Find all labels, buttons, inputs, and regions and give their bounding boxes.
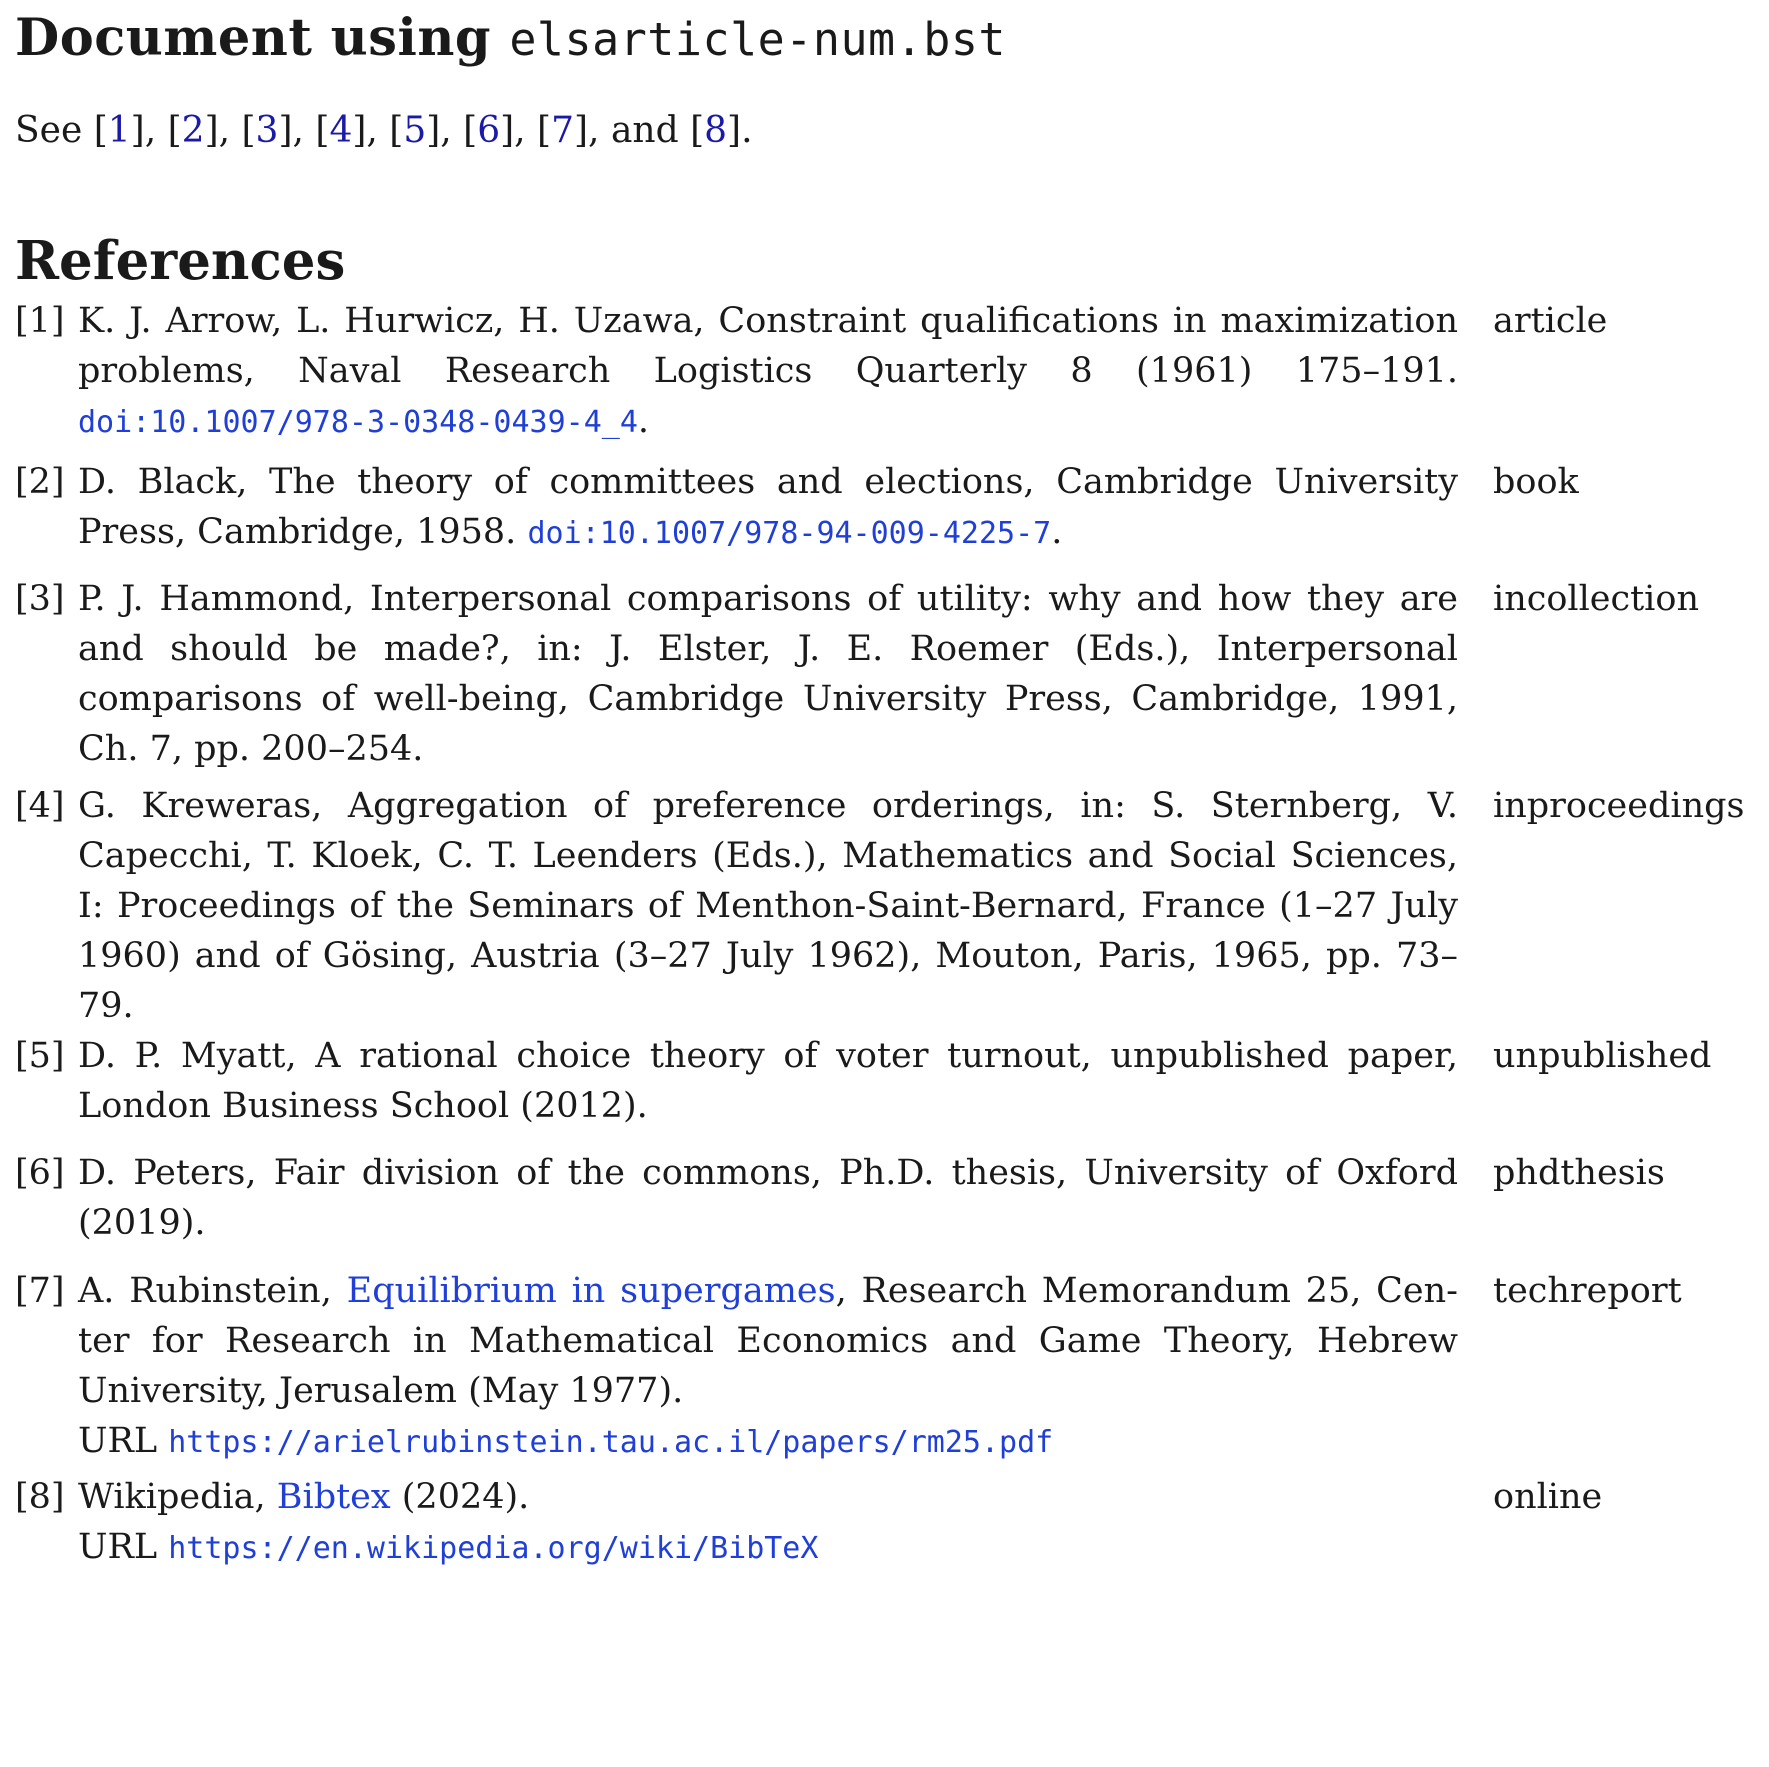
url-link[interactable]: https://en.wikipedia.org/wiki/BibTeX bbox=[168, 1531, 819, 1566]
citation-link-6[interactable]: 6 bbox=[477, 110, 501, 151]
reference-number: [4] bbox=[15, 786, 65, 826]
url-link[interactable]: https://arielrubinstein.tau.ac.il/papers/rm25.pdf bbox=[168, 1425, 1054, 1460]
doi-link[interactable]: doi:10.1007/978-94-009-4225-7 bbox=[527, 516, 1052, 551]
reference-citation-text: P. J. Hammond, Interpersonal comparisons of utility: why and how they are and should be made?, in: J. Elster, J. E. Roemer (Eds.), Interpersonal comparisons of well-being, Cambridge University Press, Cambridge, 1991, Ch. 7, pp. 200–254. bbox=[78, 579, 1458, 769]
entry-type-label: inproceedings bbox=[1493, 786, 1745, 826]
reference-text: D. Black, The theory of committees and elections, Cambridge University Press, Cambridge, 1958. doi:10.1007/978-94-009-4225-7. bbox=[78, 462, 1458, 552]
reference-citation-text: D. Black, The theory of committees and elections, Cambridge University Press, Cambridge, 1958. bbox=[78, 462, 1458, 552]
title-link[interactable]: Bibtex bbox=[276, 1477, 391, 1517]
reference-text bbox=[78, 1266, 1458, 1468]
title-bst-name: elsarticle-num.bst bbox=[509, 13, 1007, 66]
references-heading: References bbox=[15, 230, 346, 292]
entry-type-label: article bbox=[1493, 301, 1608, 341]
reference-text bbox=[78, 1472, 1458, 1574]
reference-number: [7] bbox=[15, 1271, 65, 1311]
reference-citation-text: D. P. Myatt, A rational choice theory of voter turnout, unpublished paper, London Business School (2012). bbox=[78, 1036, 1458, 1126]
reference-details: (2024). bbox=[390, 1477, 530, 1517]
reference-citation-text: G. Kreweras, Aggregation of preference orderings, in: S. Sternberg, V. Capecchi, T. Kloek, C. T. Leenders (Eds.), Mathematics and Social Sciences, I: Proceedings of the Seminars of Menthon-Saint-Bernard, France (1–27 July 1960) and of Gösing, Austria (3–27 July 1962), Mouton, Paris, 1965, pp. 73–79. bbox=[78, 786, 1458, 1026]
citation-link-1[interactable]: 1 bbox=[107, 110, 131, 151]
title-link[interactable]: Equilibrium in supergames bbox=[346, 1271, 836, 1311]
entry-type-label: phdthesis bbox=[1493, 1153, 1665, 1193]
entry-type-label: book bbox=[1493, 462, 1579, 502]
entry-type-label: incollection bbox=[1493, 579, 1699, 619]
reference-citation-text: D. Peters, Fair division of the commons, Ph.D. thesis, University of Oxford (2019). bbox=[78, 1153, 1458, 1243]
reference-author: Wikipedia, bbox=[78, 1477, 277, 1517]
reference-number: [3] bbox=[15, 579, 65, 619]
reference-text bbox=[78, 574, 1458, 774]
reference-text bbox=[78, 1031, 1458, 1131]
entry-type-label: techreport bbox=[1493, 1271, 1682, 1311]
reference-number: [1] bbox=[15, 301, 65, 341]
citation-link-4[interactable]: 4 bbox=[329, 110, 353, 151]
citation-link-2[interactable]: 2 bbox=[181, 110, 205, 151]
and-text: and bbox=[610, 110, 691, 151]
reference-details: , Research Memorandum 25, Center for Research in Mathematical Economics and Game Theory, Hebrew University, Jerusalem (May 1977). bbox=[78, 1271, 1458, 1411]
reference-number: [8] bbox=[15, 1477, 65, 1517]
citation-sentence: See [1], [2], [3], [4], [5], [6], [7], and [8]. bbox=[15, 110, 753, 151]
reference-number: [2] bbox=[15, 462, 65, 502]
title-prefix: Document using bbox=[15, 8, 510, 68]
see-text: See bbox=[15, 110, 94, 151]
reference-text bbox=[78, 781, 1458, 1031]
citation-link-7[interactable]: 7 bbox=[551, 110, 575, 151]
entry-type-label: unpublished bbox=[1493, 1036, 1712, 1076]
reference-number: [5] bbox=[15, 1036, 65, 1076]
reference-citation-text: K. J. Arrow, L. Hurwicz, H. Uzawa, Constraint qualifications in maximization problems, Naval Research Logistics Quarterly 8 (1961) 175–191. bbox=[78, 301, 1458, 391]
reference-number: [6] bbox=[15, 1153, 65, 1193]
doi-link[interactable]: doi:10.1007/978-3-0348-0439-4_4 bbox=[78, 405, 638, 440]
citation-link-3[interactable]: 3 bbox=[255, 110, 279, 151]
url-label: URL bbox=[78, 1527, 169, 1567]
document-title bbox=[15, 8, 1006, 68]
url-label: URL bbox=[78, 1421, 169, 1461]
reference-author: A. Rubinstein, bbox=[78, 1271, 347, 1311]
reference-text bbox=[78, 1148, 1458, 1248]
citation-link-5[interactable]: 5 bbox=[403, 110, 427, 151]
entry-type-label: online bbox=[1493, 1477, 1603, 1517]
citation-link-8[interactable]: 8 bbox=[704, 110, 728, 151]
reference-text: K. J. Arrow, L. Hurwicz, H. Uzawa, Constraint qualifications in maximization problems, Naval Research Logistics Quarterly 8 (1961) 175–191. doi:10.1007/978-3-0348-0439-4_4. bbox=[78, 301, 1458, 441]
